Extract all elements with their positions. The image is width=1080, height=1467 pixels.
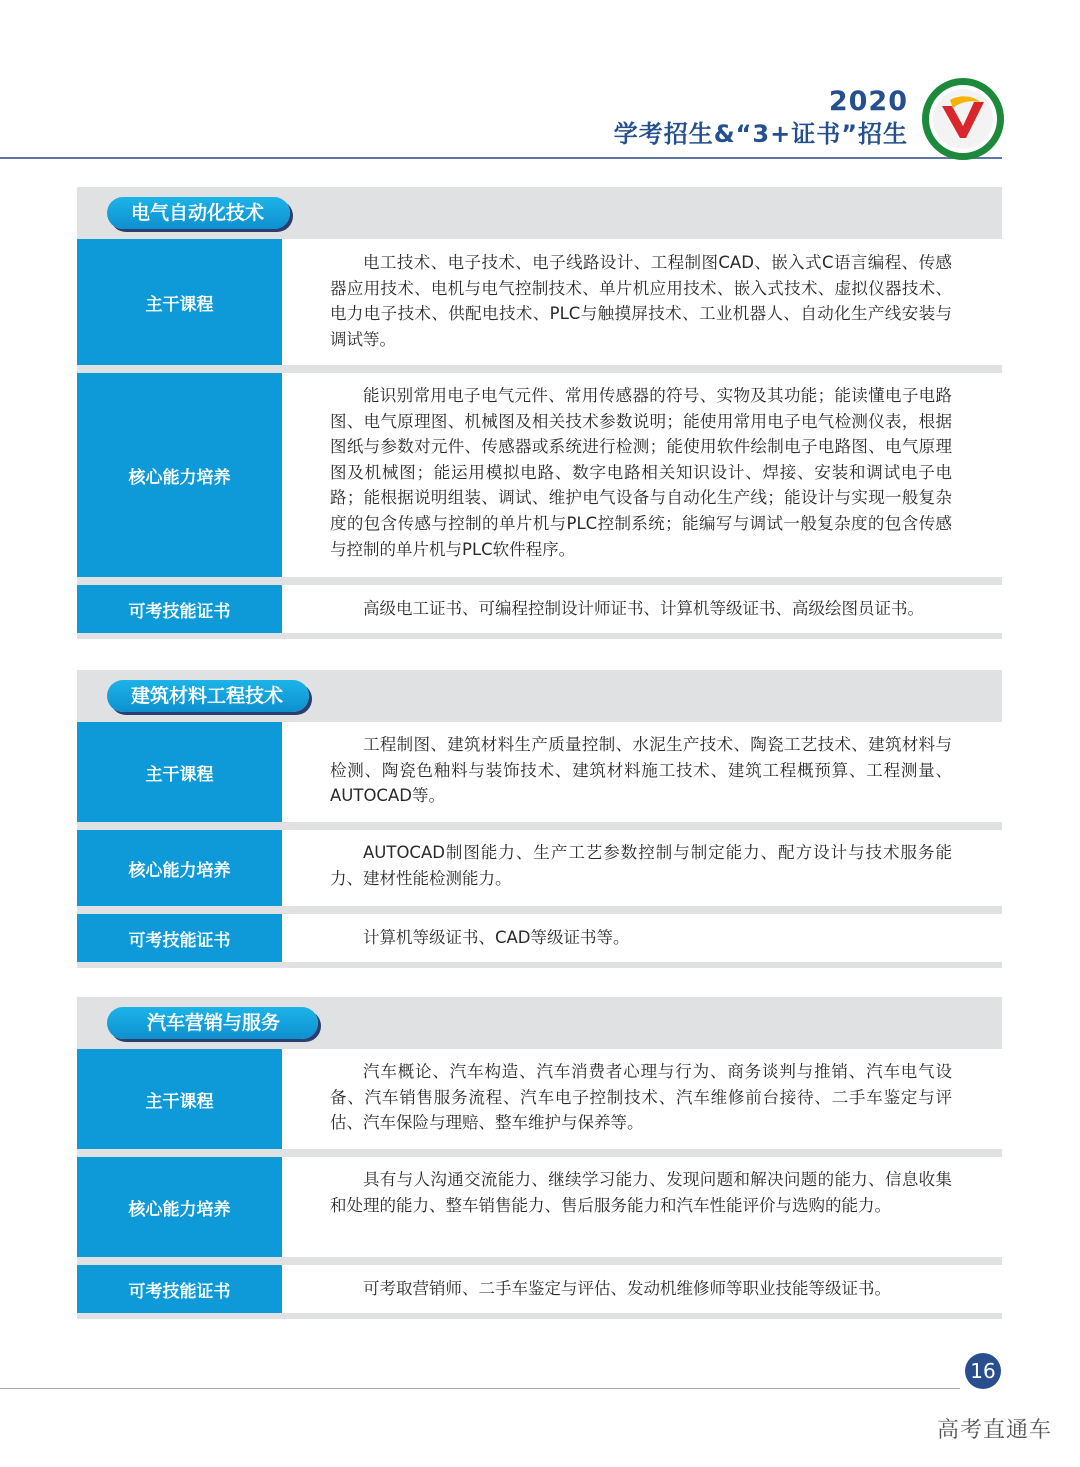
certificates-text: 计算机等级证书、CAD等级证书等。 (363, 928, 630, 947)
core-ability-label: 核心能力培养 (77, 830, 282, 906)
core-ability-row (77, 830, 1002, 906)
program-name: 汽车营销与服务 (107, 1007, 318, 1039)
main-courses-label: 主干课程 (77, 1049, 282, 1149)
core-ability-text: AUTOCAD制图能力、生产工艺参数控制与制定能力、配方设计与技术服务能力、建材性能检测能力。 (330, 843, 952, 888)
main-courses-row (77, 239, 1002, 365)
program-name: 建筑材料工程技术 (107, 680, 309, 712)
header-rule (0, 157, 1002, 159)
core-ability-text: 具有与人沟通交流能力、继续学习能力、发现问题和解决问题的能力、信息收集和处理的能力、整车销售能力、售后服务能力和汽车性能评价与选购的能力。 (330, 1170, 952, 1215)
core-ability-label: 核心能力培养 (77, 373, 282, 577)
main-courses-text: 电工技术、电子技术、电子线路设计、工程制图CAD、嵌入式C语言编程、传感器应用技术、电机与电气控制技术、单片机应用技术、嵌入式技术、虚拟仪器技术、电力电子技术、供配电技术、PLC与触摸屏技术、工业机器人、自动化生产线安装与调试等。 (330, 253, 952, 349)
program-section-1 (77, 187, 1002, 639)
header-title: 学考招生&“3+证书”招生 (613, 120, 908, 148)
header-year: 2020 (828, 86, 908, 117)
certificates-text: 可考取营销师、二手车鉴定与评估、发动机维修师等职业技能等级证书。 (363, 1279, 891, 1298)
section-header (77, 997, 1002, 1049)
certificates-text: 高级电工证书、可编程控制设计师证书、计算机等级证书、高级绘图员证书。 (363, 599, 924, 618)
core-ability-text: 能识别常用电子电气元件、常用传感器的符号、实物及其功能；能读懂电子电路图、电气原理图、机械图及相关技术参数说明；能使用常用电子电气检测仪表，根据图纸与参数对元件、传感器或系统进行检测；能使用软件绘制电子电路图、电气原理图及机械图；能运用模拟电路、数字电路相关知识设计、焊接、安装和调试电子电路；能根据说明组装、调试、维护电气设备与自动化生产线；能设计与实现一般复杂度的包含传感与控制的单片机与PLC控制系统；能编写与调试一般复杂度的包含传感与控制的单片机与PLC软件程序。 (330, 386, 952, 559)
program-name: 电气自动化技术 (107, 197, 290, 229)
main-courses-row (77, 1049, 1002, 1149)
row-divider (77, 906, 1002, 914)
core-ability-row (77, 1157, 1002, 1257)
core-ability-row (77, 373, 1002, 577)
watermark-text: 高考直通车 (936, 1418, 1052, 1443)
section-header (77, 670, 1002, 722)
main-courses-text: 汽车概论、汽车构造、汽车消费者心理与行为、商务谈判与推销、汽车电气设备、汽车销售服务流程、汽车电子控制技术、汽车维修前台接待、二手车鉴定与评估、汽车保险与理赔、整车维护与保养等。 (330, 1062, 952, 1133)
certificates-row (77, 1265, 1002, 1313)
main-courses-row (77, 722, 1002, 822)
school-emblem-icon (920, 76, 1006, 162)
main-courses-text: 工程制图、建筑材料生产质量控制、水泥生产技术、陶瓷工艺技术、建筑材料与检测、陶瓷色釉料与装饰技术、建筑材料施工技术、建筑工程概预算、工程测量、AUTOCAD等。 (330, 735, 952, 806)
row-divider (77, 365, 1002, 373)
page-number: 16 (965, 1353, 1001, 1389)
section-bottom-bar (77, 1313, 1002, 1319)
row-divider (77, 577, 1002, 585)
section-header (77, 187, 1002, 239)
certificates-row (77, 585, 1002, 633)
row-divider (77, 1149, 1002, 1157)
main-courses-label: 主干课程 (77, 239, 282, 365)
main-courses-label: 主干课程 (77, 722, 282, 822)
program-section-3 (77, 997, 1002, 1319)
core-ability-label: 核心能力培养 (77, 1157, 282, 1257)
certificates-row (77, 914, 1002, 962)
section-bottom-bar (77, 962, 1002, 968)
footer-rule (0, 1388, 960, 1389)
section-bottom-bar (77, 633, 1002, 639)
certificates-label: 可考技能证书 (77, 1265, 282, 1313)
row-divider (77, 1257, 1002, 1265)
certificates-label: 可考技能证书 (77, 585, 282, 633)
program-section-2 (77, 670, 1002, 968)
certificates-label: 可考技能证书 (77, 914, 282, 962)
row-divider (77, 822, 1002, 830)
